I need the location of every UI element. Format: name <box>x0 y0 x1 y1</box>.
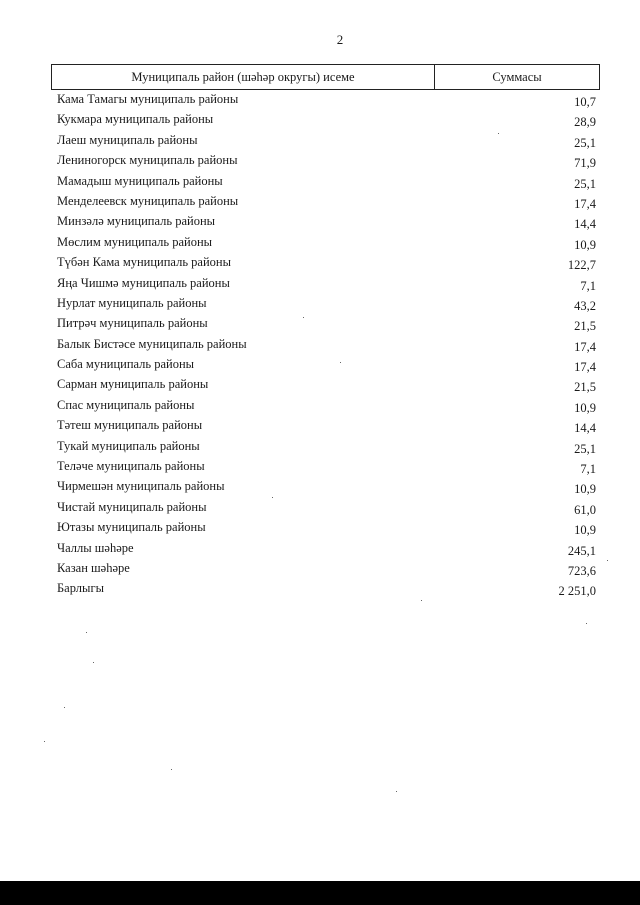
row-amount: 14,4 <box>574 421 596 436</box>
scan-speck <box>86 632 87 633</box>
row-name: Казан шәһәре <box>57 560 130 575</box>
row-amount: 43,2 <box>574 298 596 313</box>
row-name: Мөслим муниципаль районы <box>57 234 213 249</box>
table-row <box>57 336 596 356</box>
table-body <box>57 91 596 601</box>
table-row <box>57 111 596 131</box>
row-amount: 17,4 <box>574 196 596 211</box>
row-amount: 25,1 <box>574 441 596 456</box>
row-name: Саба муниципаль районы <box>57 357 195 372</box>
table-row <box>57 91 596 111</box>
row-name: Барлыгы <box>57 581 104 596</box>
row-amount: 14,4 <box>574 217 596 232</box>
row-amount: 10,9 <box>574 400 596 415</box>
row-amount: 61,0 <box>574 502 596 517</box>
row-name: Теләче муниципаль районы <box>57 459 205 474</box>
table-row <box>57 132 596 152</box>
row-amount: 122,7 <box>567 258 596 273</box>
row-name: Балык Бистәсе муниципаль районы <box>57 336 247 351</box>
row-amount: 71,9 <box>574 156 596 171</box>
scan-speck <box>396 791 397 792</box>
row-amount: 28,9 <box>574 115 596 130</box>
row-name: Кукмара муниципаль районы <box>57 112 214 127</box>
row-amount: 10,9 <box>574 237 596 252</box>
scan-speck <box>498 133 499 134</box>
table-row <box>57 376 596 396</box>
row-name: Питрәч муниципаль районы <box>57 316 208 331</box>
table-row <box>57 438 596 458</box>
row-name: Ютазы муниципаль районы <box>57 520 206 535</box>
table-row <box>57 295 596 315</box>
row-name: Чаллы шәһәре <box>57 540 134 555</box>
column-header-sum: Суммасы <box>492 69 542 84</box>
table-row <box>57 580 596 600</box>
row-amount: 7,1 <box>580 462 596 477</box>
scan-speck <box>171 769 172 770</box>
row-name: Чистай муниципаль районы <box>57 499 207 514</box>
table-header <box>51 64 600 90</box>
page-number: 2 <box>336 32 344 47</box>
row-amount: 10,9 <box>574 523 596 538</box>
row-amount: 10,7 <box>574 95 596 109</box>
row-name: Түбән Кама муниципаль районы <box>57 255 231 270</box>
row-amount: 17,4 <box>574 360 596 375</box>
row-name: Нурлат муниципаль районы <box>57 295 207 310</box>
row-name: Спас муниципаль районы <box>57 397 195 412</box>
row-amount: 25,1 <box>574 135 596 150</box>
table-row <box>57 478 596 498</box>
row-amount: 723,6 <box>567 563 596 578</box>
scan-speck <box>64 707 65 708</box>
row-amount: 245,1 <box>567 543 596 558</box>
table-row <box>57 356 596 376</box>
scan-edge <box>0 881 640 905</box>
row-amount: 21,5 <box>574 380 596 395</box>
table-row <box>57 499 596 519</box>
table-row <box>57 397 596 417</box>
scan-speck <box>340 362 341 363</box>
scan-speck <box>421 600 422 601</box>
row-name: Менделеевск муниципаль районы <box>57 193 239 208</box>
table-row <box>57 152 596 172</box>
row-name: Мамадыш муниципаль районы <box>57 173 223 188</box>
row-name: Чирмешән муниципаль районы <box>57 479 225 494</box>
column-header-name: Муниципаль район (шәһәр округы) исеме <box>52 65 435 89</box>
row-name: Сарман муниципаль районы <box>57 377 209 392</box>
table-row <box>57 540 596 560</box>
row-amount: 17,4 <box>574 339 596 354</box>
table-row <box>57 173 596 193</box>
table-row <box>57 275 596 295</box>
row-amount: 21,5 <box>574 319 596 334</box>
row-name: Яңа Чишмә муниципаль районы <box>57 275 230 290</box>
scan-speck <box>44 741 45 742</box>
row-name: Тәтеш муниципаль районы <box>57 418 203 433</box>
scan-speck <box>586 623 587 624</box>
row-name: Лаеш муниципаль районы <box>57 132 198 147</box>
row-name: Минзәлә муниципаль районы <box>57 214 216 229</box>
table-row <box>57 458 596 478</box>
row-name: Кама Тамагы муниципаль районы <box>57 92 239 106</box>
row-amount: 7,1 <box>580 278 596 293</box>
table-row <box>57 315 596 335</box>
scan-speck <box>93 662 94 663</box>
row-amount: 2 251,0 <box>558 584 596 599</box>
table-row <box>57 560 596 580</box>
scan-speck <box>607 560 608 561</box>
scan-speck <box>303 317 304 318</box>
table-row <box>57 519 596 539</box>
table-row <box>57 417 596 437</box>
row-amount: 10,9 <box>574 482 596 497</box>
row-amount: 25,1 <box>574 176 596 191</box>
table-row <box>57 193 596 213</box>
table-row <box>57 254 596 274</box>
row-name: Тукай муниципаль районы <box>57 438 200 453</box>
table-row <box>57 234 596 254</box>
row-name: Лениногорск муниципаль районы <box>57 153 238 168</box>
table-row <box>57 213 596 233</box>
scan-speck <box>272 497 273 498</box>
